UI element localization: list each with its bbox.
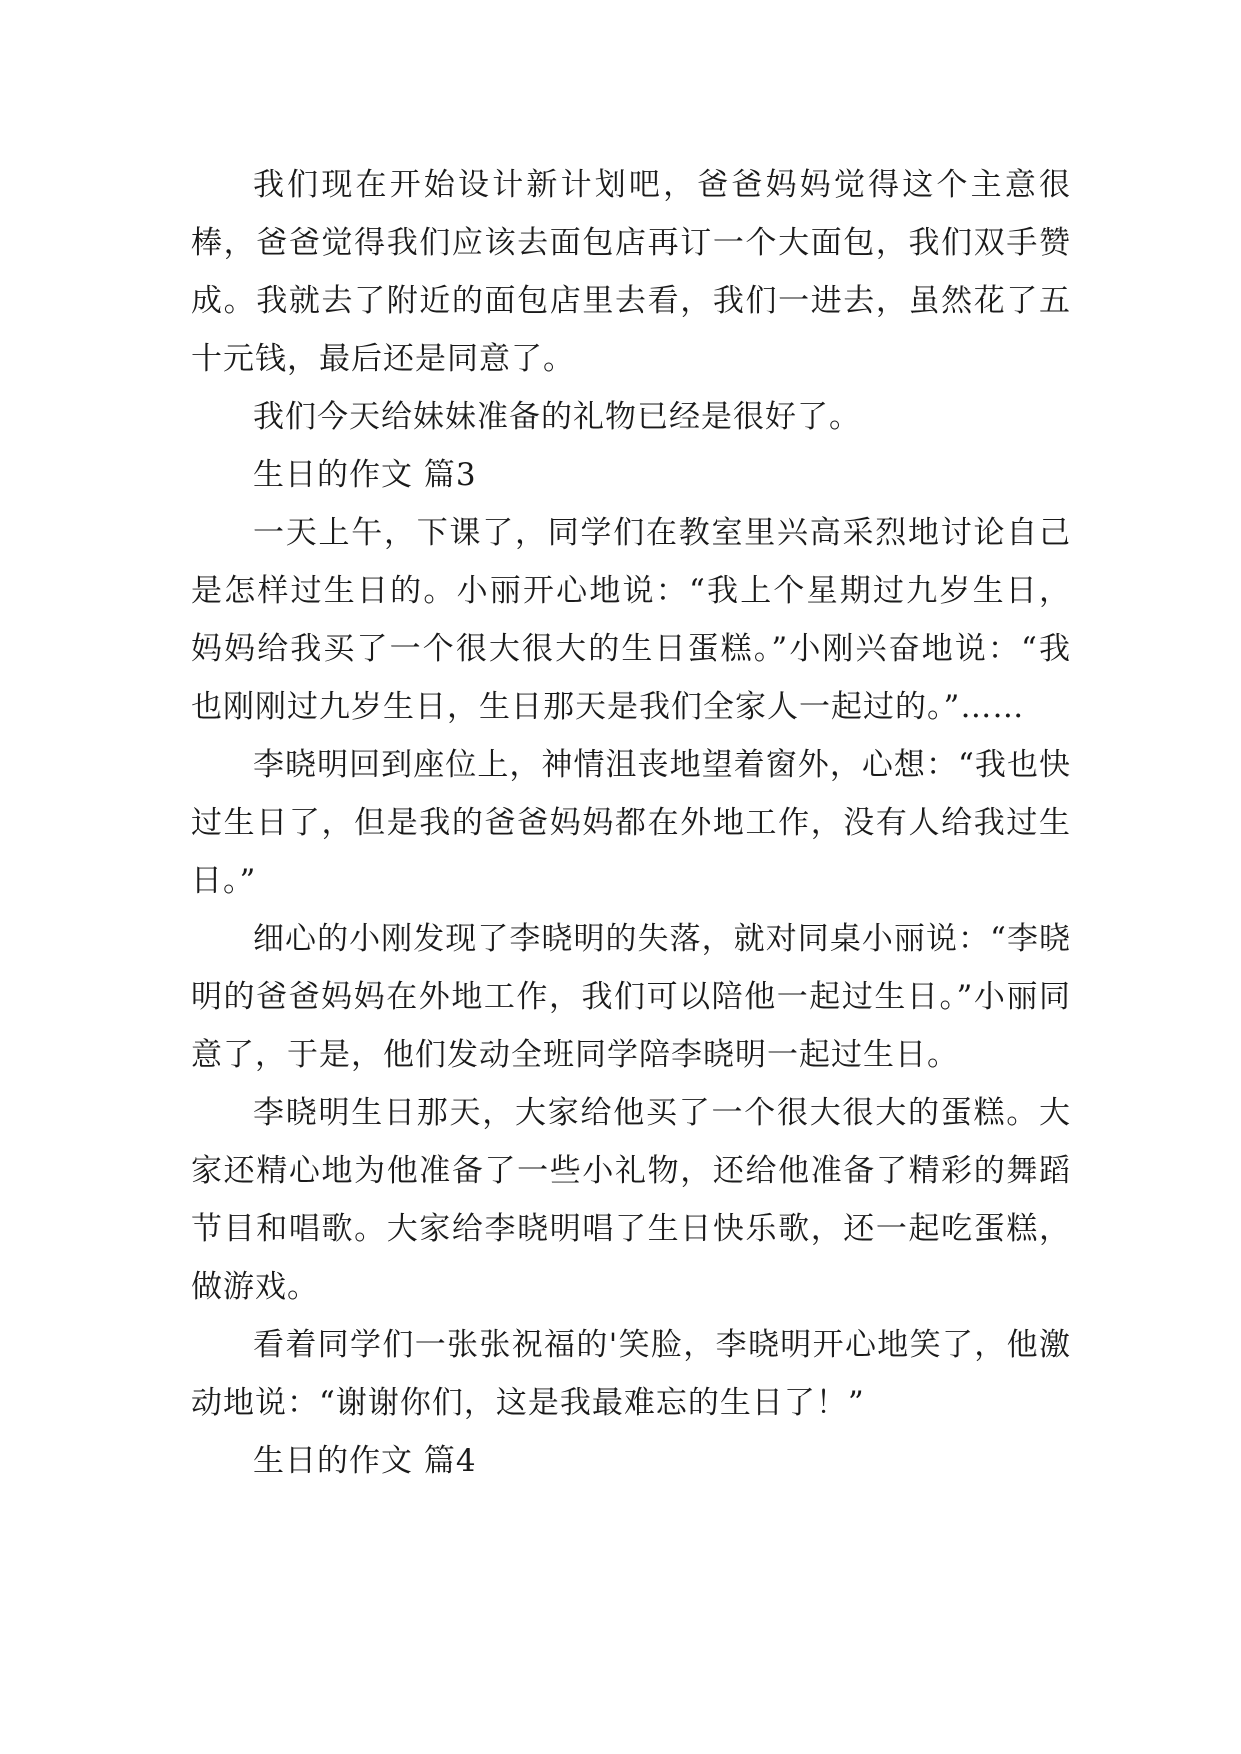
- essay-text-column: [191, 156, 1071, 1490]
- paragraph-classroom-discussion: 一天上午，下课了，同学们在教室里兴高采烈地讨论自己是怎样过生日的。小丽开心地说：“我上个星期过九岁生日，妈妈给我买了一个很大很大的生日蛋糕。”小刚兴奋地说：“我也刚刚过九岁生日，生日那天是我们全家人一起过的。”……: [191, 515, 1071, 725]
- paragraph-sister-gift: 我们今天给妹妹准备的礼物已经是很好了。: [253, 399, 861, 435]
- section-heading-essay-3: 生日的作文 篇3: [253, 457, 477, 493]
- paragraph-new-plan: 我们现在开始设计新计划吧，爸爸妈妈觉得这个主意很棒，爸爸觉得我们应该去面包店再订一个大面包，我们双手赞成。我就去了附近的面包店里去看，我们一进去，虽然花了五十元钱，最后还是同意了。: [191, 167, 1071, 377]
- paragraph-li-xiaoming-sad: 李晓明回到座位上，神情沮丧地望着窗外，心想：“我也快过生日了，但是我的爸爸妈妈都在外地工作，没有人给我过生日。”: [191, 747, 1071, 899]
- section-heading-essay-4: 生日的作文 篇4: [253, 1443, 477, 1479]
- paragraph-thank-you: 看着同学们一张张祝福的'笑脸，李晓明开心地笑了，他激动地说：“谢谢你们，这是我最难忘的生日了！”: [191, 1327, 1071, 1421]
- paragraph-xiaogang-idea: 细心的小刚发现了李晓明的失落，就对同桌小丽说：“李晓明的爸爸妈妈在外地工作，我们可以陪他一起过生日。”小丽同意了，于是，他们发动全班同学陪李晓明一起过生日。: [191, 921, 1071, 1073]
- paragraph-birthday-party: 李晓明生日那天，大家给他买了一个很大很大的蛋糕。大家还精心地为他准备了一些小礼物，还给他准备了精彩的舞蹈节目和唱歌。大家给李晓明唱了生日快乐歌，还一起吃蛋糕，做游戏。: [191, 1095, 1071, 1305]
